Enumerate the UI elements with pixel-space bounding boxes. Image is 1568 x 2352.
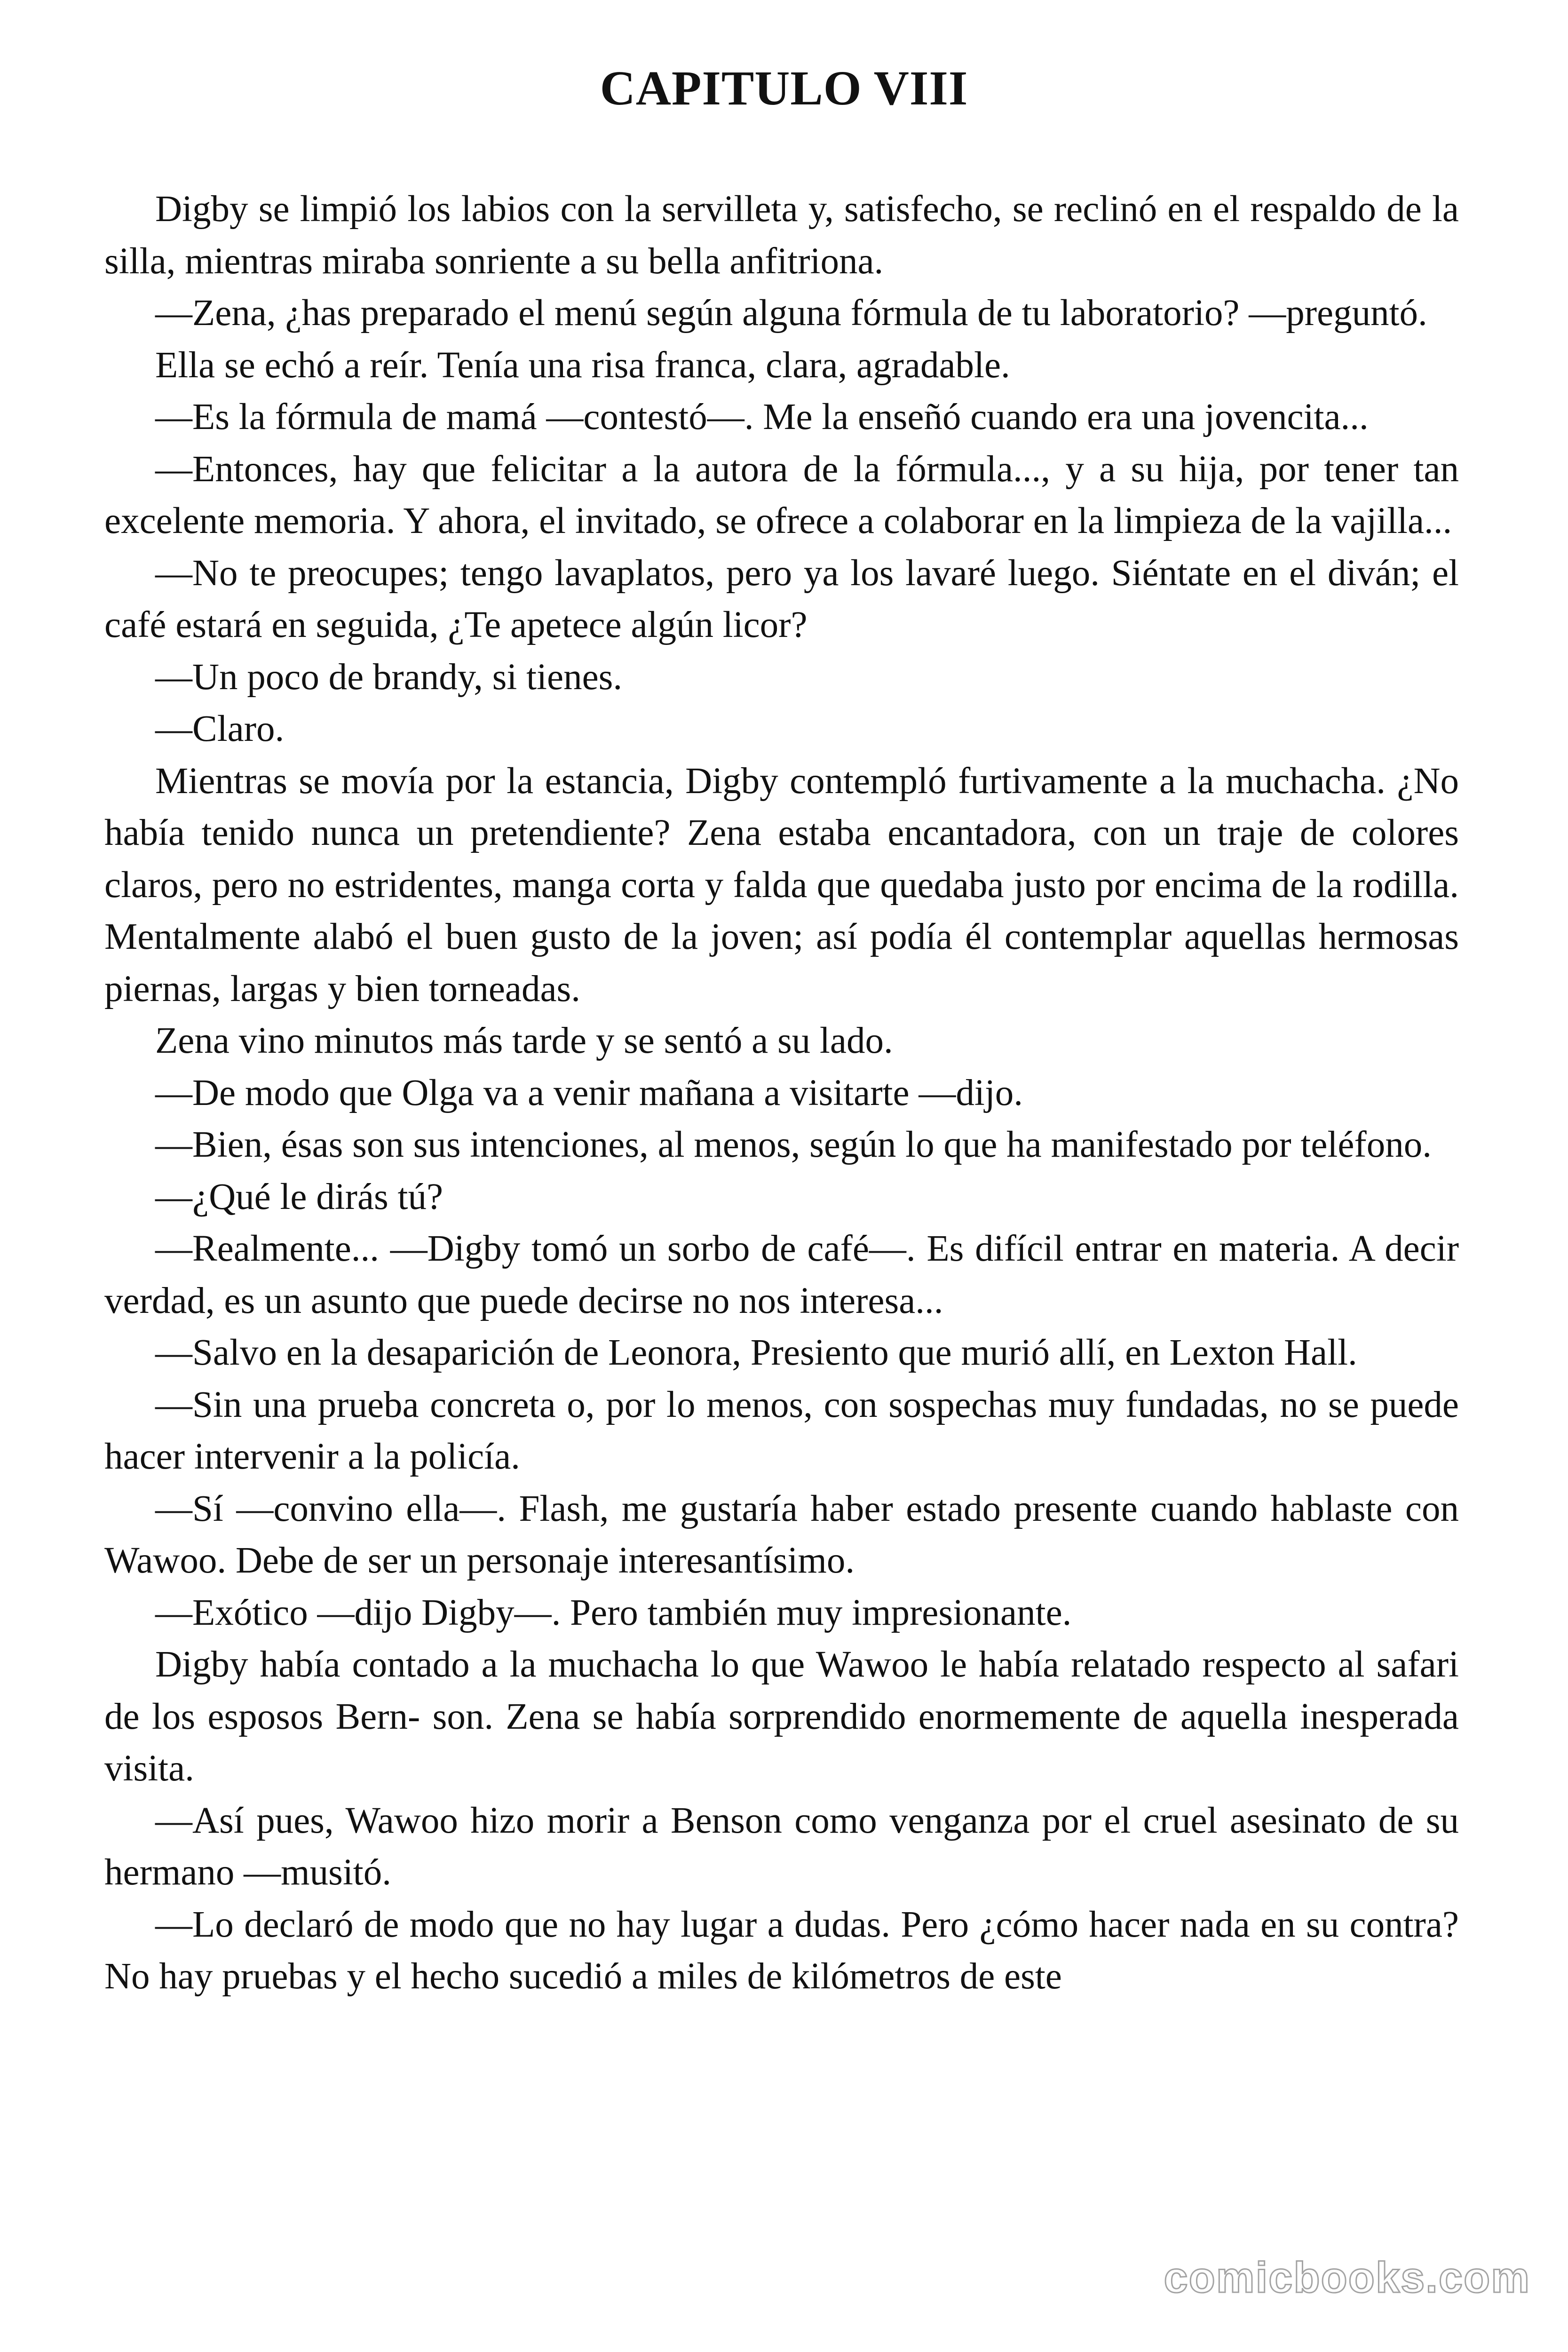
paragraph: —Sí —convino ella—. Flash, me gustaría haber estado presente cuando hablaste con Wawoo. Debe de ser un personaje interesantísimo. [104,1488,1459,1581]
paragraph: Digby se limpió los labios con la servilleta y, satisfecho, se reclinó en el respaldo de la silla, mientras miraba sonriente a su bella anfitriona. [104,189,1459,282]
watermark: comicbooks.com [1164,2254,1530,2302]
body-text [104,183,1459,2003]
paragraph: Digby había contado a la muchacha lo que Wawoo le había relatado respecto al safari de los esposos Bern- son. Zena se había sorprendido enormemente de aquella inesperada visita. [104,1644,1459,1789]
paragraph: —Un poco de brandy, si tienes. [155,656,623,698]
paragraph: —Bien, ésas son sus intenciones, al menos, según lo que ha manifestado por teléfono. [155,1124,1432,1165]
paragraph: —¿Qué le dirás tú? [155,1176,443,1217]
paragraph: Ella se echó a reír. Tenía una risa franca, clara, agradable. [155,344,1010,386]
paragraph: —Lo declaró de modo que no hay lugar a dudas. Pero ¿cómo hacer nada en su contra? No hay pruebas y el hecho sucedió a miles de kilómetros de este [104,1904,1459,1997]
paragraph: —Sin una prueba concreta o, por lo menos, con sospechas muy fundadas, no se puede hacer intervenir a la policía. [104,1384,1459,1477]
paragraph: —Exótico —dijo Digby—. Pero también muy impresionante. [155,1592,1072,1633]
paragraph: —De modo que Olga va a venir mañana a visitarte —dijo. [155,1072,1023,1113]
paragraph: —Es la fórmula de mamá —contestó—. Me la enseñó cuando era una jovencita... [155,397,1369,437]
paragraph: Mientras se movía por la estancia, Digby contempló furtivamente a la muchacha. ¿No había tenido nunca un pretendiente? Zena estaba encantadora, con un traje de colores claros, pero no estridentes, manga corta y falda que quedaba justo por encima de la rodilla. Mentalmente alabó el buen gusto de la joven; así podía él contemplar aquellas hermosas piernas, largas y bien torneadas. [104,760,1459,1009]
paragraph: —Realmente... —Digby tomó un sorbo de café—. Es difícil entrar en materia. A decir verdad, es un asunto que puede decirse no nos interesa... [104,1228,1459,1321]
paragraph: —Claro. [155,708,285,749]
paragraph: —No te preocupes; tengo lavaplatos, pero ya los lavaré luego. Siéntate en el diván; el café estará en seguida, ¿Te apetece algún licor? [104,552,1459,645]
paragraph: Zena vino minutos más tarde y se sentó a su lado. [155,1020,893,1061]
chapter-title: CAPITULO VIII [600,61,968,115]
paragraph: —Zena, ¿has preparado el menú según alguna fórmula de tu laboratorio? —preguntó. [155,293,1427,334]
paragraph: —Así pues, Wawoo hizo morir a Benson como venganza por el cruel asesinato de su hermano —musitó. [104,1800,1459,1893]
paragraph: —Salvo en la desaparición de Leonora, Presiento que murió allí, en Lexton Hall. [155,1332,1357,1373]
paragraph: —Entonces, hay que felicitar a la autora de la fórmula..., y a su hija, por tener tan excelente memoria. Y ahora, el invitado, se ofrece a colaborar en la limpieza de la vajilla... [104,448,1459,541]
